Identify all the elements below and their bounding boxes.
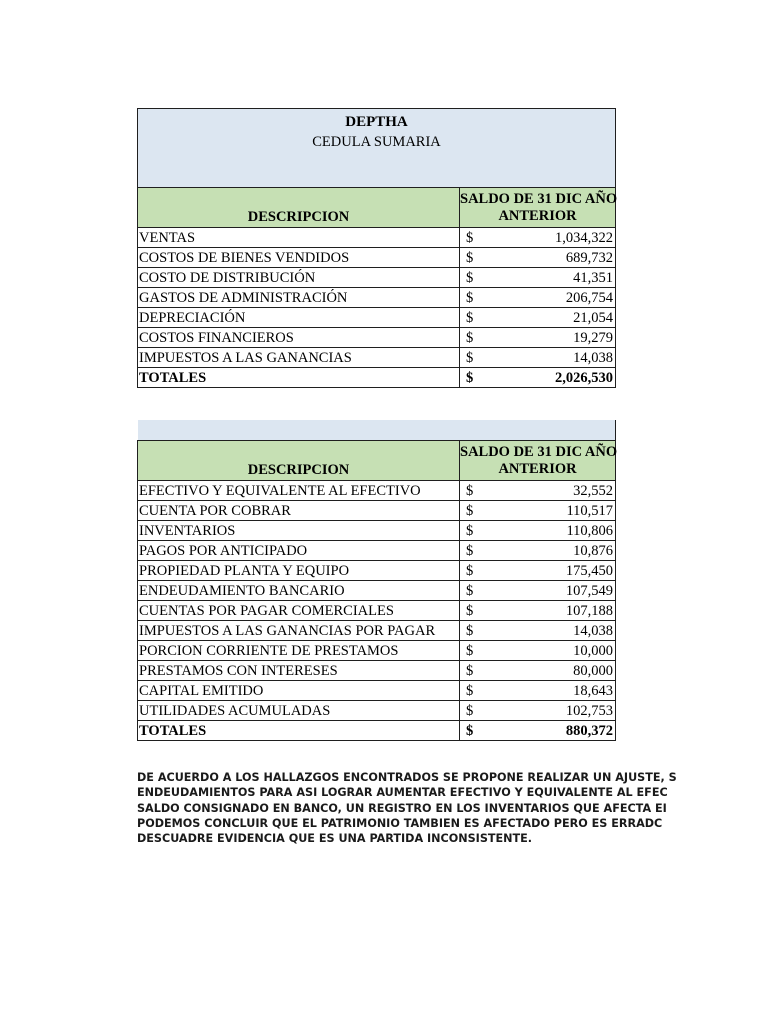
row-amount: 10,876 <box>480 541 616 561</box>
table-row <box>138 268 616 288</box>
table-row <box>138 701 616 721</box>
currency-symbol: $ <box>460 621 480 641</box>
balance-table <box>137 420 616 741</box>
cedula-sumaria-table <box>137 108 616 388</box>
row-amount: 1,034,322 <box>480 228 616 248</box>
row-description: GASTOS DE ADMINISTRACIÓN <box>138 288 460 308</box>
currency-symbol: $ <box>460 288 480 308</box>
row-description: CUENTAS POR PAGAR COMERCIALES <box>138 601 460 621</box>
row-amount: 2,026,530 <box>480 368 616 388</box>
report-subtitle: CEDULA SUMARIA <box>312 134 441 150</box>
row-amount: 110,806 <box>480 521 616 541</box>
table-row <box>138 581 616 601</box>
row-amount: 880,372 <box>480 721 616 741</box>
totals-row <box>138 721 616 741</box>
currency-symbol: $ <box>460 481 480 501</box>
row-description: IMPUESTOS A LAS GANANCIAS <box>138 348 460 368</box>
currency-symbol: $ <box>460 248 480 268</box>
table-row <box>138 621 616 641</box>
row-description: DEPRECIACIÓN <box>138 308 460 328</box>
table-row <box>138 248 616 268</box>
row-amount: 689,732 <box>480 248 616 268</box>
table-row <box>138 308 616 328</box>
currency-symbol: $ <box>460 308 480 328</box>
table-row <box>138 641 616 661</box>
currency-symbol: $ <box>460 581 480 601</box>
row-amount: 110,517 <box>480 501 616 521</box>
table-header-strip <box>138 421 616 441</box>
table-row <box>138 521 616 541</box>
row-amount: 14,038 <box>480 348 616 368</box>
currency-symbol: $ <box>460 521 480 541</box>
findings-paragraph <box>137 770 677 846</box>
row-amount: 206,754 <box>480 288 616 308</box>
row-amount: 107,549 <box>480 581 616 601</box>
row-amount: 107,188 <box>480 601 616 621</box>
currency-symbol: $ <box>460 681 480 701</box>
column-header-saldo-line2: ANTERIOR <box>498 461 577 477</box>
table-row <box>138 661 616 681</box>
row-amount: 41,351 <box>480 268 616 288</box>
row-amount: 21,054 <box>480 308 616 328</box>
row-description: EFECTIVO Y EQUIVALENTE AL EFECTIVO <box>138 481 460 501</box>
paragraph-line: PODEMOS CONCLUIR QUE EL PATRIMONIO TAMBIEN ES AFECTADO PERO ES ERRADC <box>137 816 663 830</box>
currency-symbol: $ <box>460 601 480 621</box>
paragraph-line: DESCUADRE EVIDENCIA QUE ES UNA PARTIDA INCONSISTENTE. <box>137 832 533 846</box>
totals-row <box>138 368 616 388</box>
paragraph-line: SALDO CONSIGNADO EN BANCO, UN REGISTRO EN LOS INVENTARIOS QUE AFECTA EI <box>137 801 667 815</box>
row-amount: 19,279 <box>480 328 616 348</box>
row-amount: 18,643 <box>480 681 616 701</box>
table-row <box>138 681 616 701</box>
row-description: PRESTAMOS CON INTERESES <box>138 661 460 681</box>
row-description: COSTO DE DISTRIBUCIÓN <box>138 268 460 288</box>
column-header-saldo <box>460 188 616 228</box>
row-description: COSTOS DE BIENES VENDIDOS <box>138 248 460 268</box>
table-row <box>138 328 616 348</box>
currency-symbol: $ <box>460 268 480 288</box>
row-description: CAPITAL EMITIDO <box>138 681 460 701</box>
paragraph-line: ENDEUDAMIENTOS PARA ASI LOGRAR AUMENTAR EFECTIVO Y EQUIVALENTE AL EFEC <box>137 786 668 800</box>
table-row <box>138 288 616 308</box>
row-amount: 102,753 <box>480 701 616 721</box>
table-row <box>138 561 616 581</box>
column-header-saldo-line2: ANTERIOR <box>498 208 577 224</box>
row-description: VENTAS <box>138 228 460 248</box>
table-row <box>138 541 616 561</box>
row-amount: 10,000 <box>480 641 616 661</box>
currency-symbol: $ <box>460 721 480 741</box>
paragraph-line: DE ACUERDO A LOS HALLAZGOS ENCONTRADOS SE PROPONE REALIZAR UN AJUSTE, S <box>137 771 677 784</box>
row-description: ENDEUDAMIENTO BANCARIO <box>138 581 460 601</box>
table-row <box>138 228 616 248</box>
company-title: DEPTHA <box>345 114 408 130</box>
table-row <box>138 348 616 368</box>
currency-symbol: $ <box>460 701 480 721</box>
row-description: TOTALES <box>138 368 460 388</box>
row-amount: 32,552 <box>480 481 616 501</box>
currency-symbol: $ <box>460 501 480 521</box>
column-header-saldo-line1: SALDO DE 31 DIC AÑO <box>460 191 618 207</box>
row-description: PAGOS POR ANTICIPADO <box>138 541 460 561</box>
column-header-saldo-line1: SALDO DE 31 DIC AÑO <box>460 444 618 460</box>
currency-symbol: $ <box>460 641 480 661</box>
row-description: UTILIDADES ACUMULADAS <box>138 701 460 721</box>
currency-symbol: $ <box>460 368 480 388</box>
column-header-description: DESCRIPCION <box>138 188 460 228</box>
table-row <box>138 481 616 501</box>
row-description: TOTALES <box>138 721 460 741</box>
column-header-description: DESCRIPCION <box>138 441 460 481</box>
currency-symbol: $ <box>460 561 480 581</box>
currency-symbol: $ <box>460 541 480 561</box>
row-amount: 14,038 <box>480 621 616 641</box>
table-header-block <box>138 109 616 188</box>
row-description: COSTOS FINANCIEROS <box>138 328 460 348</box>
currency-symbol: $ <box>460 348 480 368</box>
table-row <box>138 501 616 521</box>
currency-symbol: $ <box>460 661 480 681</box>
table-row <box>138 601 616 621</box>
row-description: INVENTARIOS <box>138 521 460 541</box>
row-description: PORCION CORRIENTE DE PRESTAMOS <box>138 641 460 661</box>
row-description: CUENTA POR COBRAR <box>138 501 460 521</box>
currency-symbol: $ <box>460 228 480 248</box>
row-description: IMPUESTOS A LAS GANANCIAS POR PAGAR <box>138 621 460 641</box>
column-header-saldo <box>460 441 616 481</box>
row-description: PROPIEDAD PLANTA Y EQUIPO <box>138 561 460 581</box>
row-amount: 175,450 <box>480 561 616 581</box>
currency-symbol: $ <box>460 328 480 348</box>
row-amount: 80,000 <box>480 661 616 681</box>
